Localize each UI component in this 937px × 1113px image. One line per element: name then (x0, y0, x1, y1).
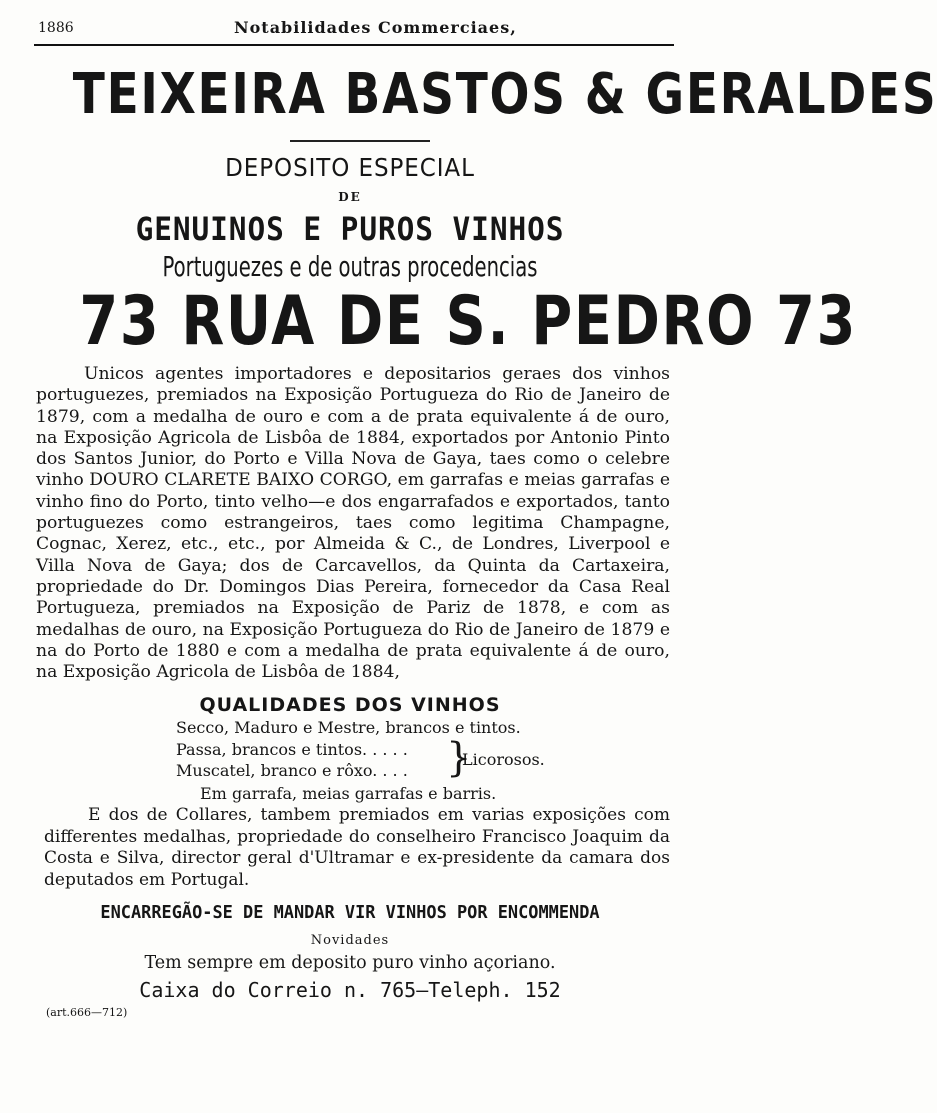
contact-line: Caixa do Correio n. 765—Teleph. 152 (139, 978, 561, 1002)
qualities-title: QUALIDADES DOS VINHOS (199, 694, 501, 716)
wines-origin: Portuguezes e de outras procedencias (162, 250, 538, 283)
running-header (34, 18, 674, 46)
journal-title: Notabilidades Commerciaes, (234, 18, 517, 37)
main-paragraph (36, 364, 670, 683)
page-number: 1886 (38, 20, 74, 36)
licorosos-label: Licorosos. (462, 750, 545, 769)
deposit-heading: DEPOSITO ESPECIAL (225, 153, 475, 182)
street-address: 73 RUA DE S. PEDRO 73 (79, 282, 858, 361)
deposit-de: DE (338, 190, 362, 204)
main-paragraph-text: Unicos agentes importadores e depositarios geraes dos vinhos portuguezes, premiados na Exposição Portugueza do Rio de Janeiro de 1879, com a medalha de ouro e com a de prata equivalente á de ouro, na Exposição Agricola de Lisbôa de 1884, exportados por Antonio Pinto dos Santos Junior, do Porto e Villa Nova de Gaya, taes como o celebre vinho DOURO CLARETE BAIXO CORGO, em garrafas e meias garrafas e vinho fino do Porto, tinto velho—e dos engarrafados e exportados, tanto portuguezes como estrangeiros, taes como legitima Champagne, Cognac, Xerez, etc., etc., por Almeida & C., de Londres, Liverpool e Villa Nova de Gaya; dos de Carcavellos, da Quinta da Cartaxeira, propriedade do Dr. Domingos Dias Pereira, fornecedor da Casa Real Portugueza, premiados na Exposição de Pariz de 1878, e com as medalhas de ouro, na Exposição Portugueza do Rio de Janeiro de 1879 e na do Porto de 1880 e com a medalha de prata equivalente á de ouro, na Exposição Agricola de Lisbôa de 1884, (36, 364, 670, 683)
title-rule (290, 140, 430, 142)
brace-icon: } (446, 735, 472, 781)
firm-name: TEIXEIRA BASTOS & GERALDES (72, 62, 937, 127)
novidades-label: Novidades (310, 933, 390, 948)
qualities-line-3: Muscatel, branco e rôxo. . . . (176, 761, 408, 780)
qualities-line-2: Passa, brancos e tintos. . . . . (176, 740, 408, 759)
collares-paragraph (44, 805, 670, 891)
order-notice: ENCARREGÃO-SE DE MANDAR VIR VINHOS POR ENCOMMENDA (100, 902, 600, 923)
wines-heading: GENUINOS E PUROS VINHOS (135, 210, 565, 248)
qualities-line-1: Secco, Maduro e Mestre, brancos e tintos. (176, 718, 521, 737)
acores-wine-line: Tem sempre em deposito puro vinho açoriano. (144, 953, 556, 973)
article-reference: (art.666—712) (46, 1006, 128, 1019)
qualities-line-4: Em garrafa, meias garrafas e barris. (200, 784, 497, 803)
collares-paragraph-text: E dos de Collares, tambem premiados em varias exposições com differentes medalhas, propriedade do conselheiro Francisco Joaquim da Costa e Silva, director geral d'Ultramar e ex-presidente da camara dos deputados em Portugal. (44, 805, 670, 890)
